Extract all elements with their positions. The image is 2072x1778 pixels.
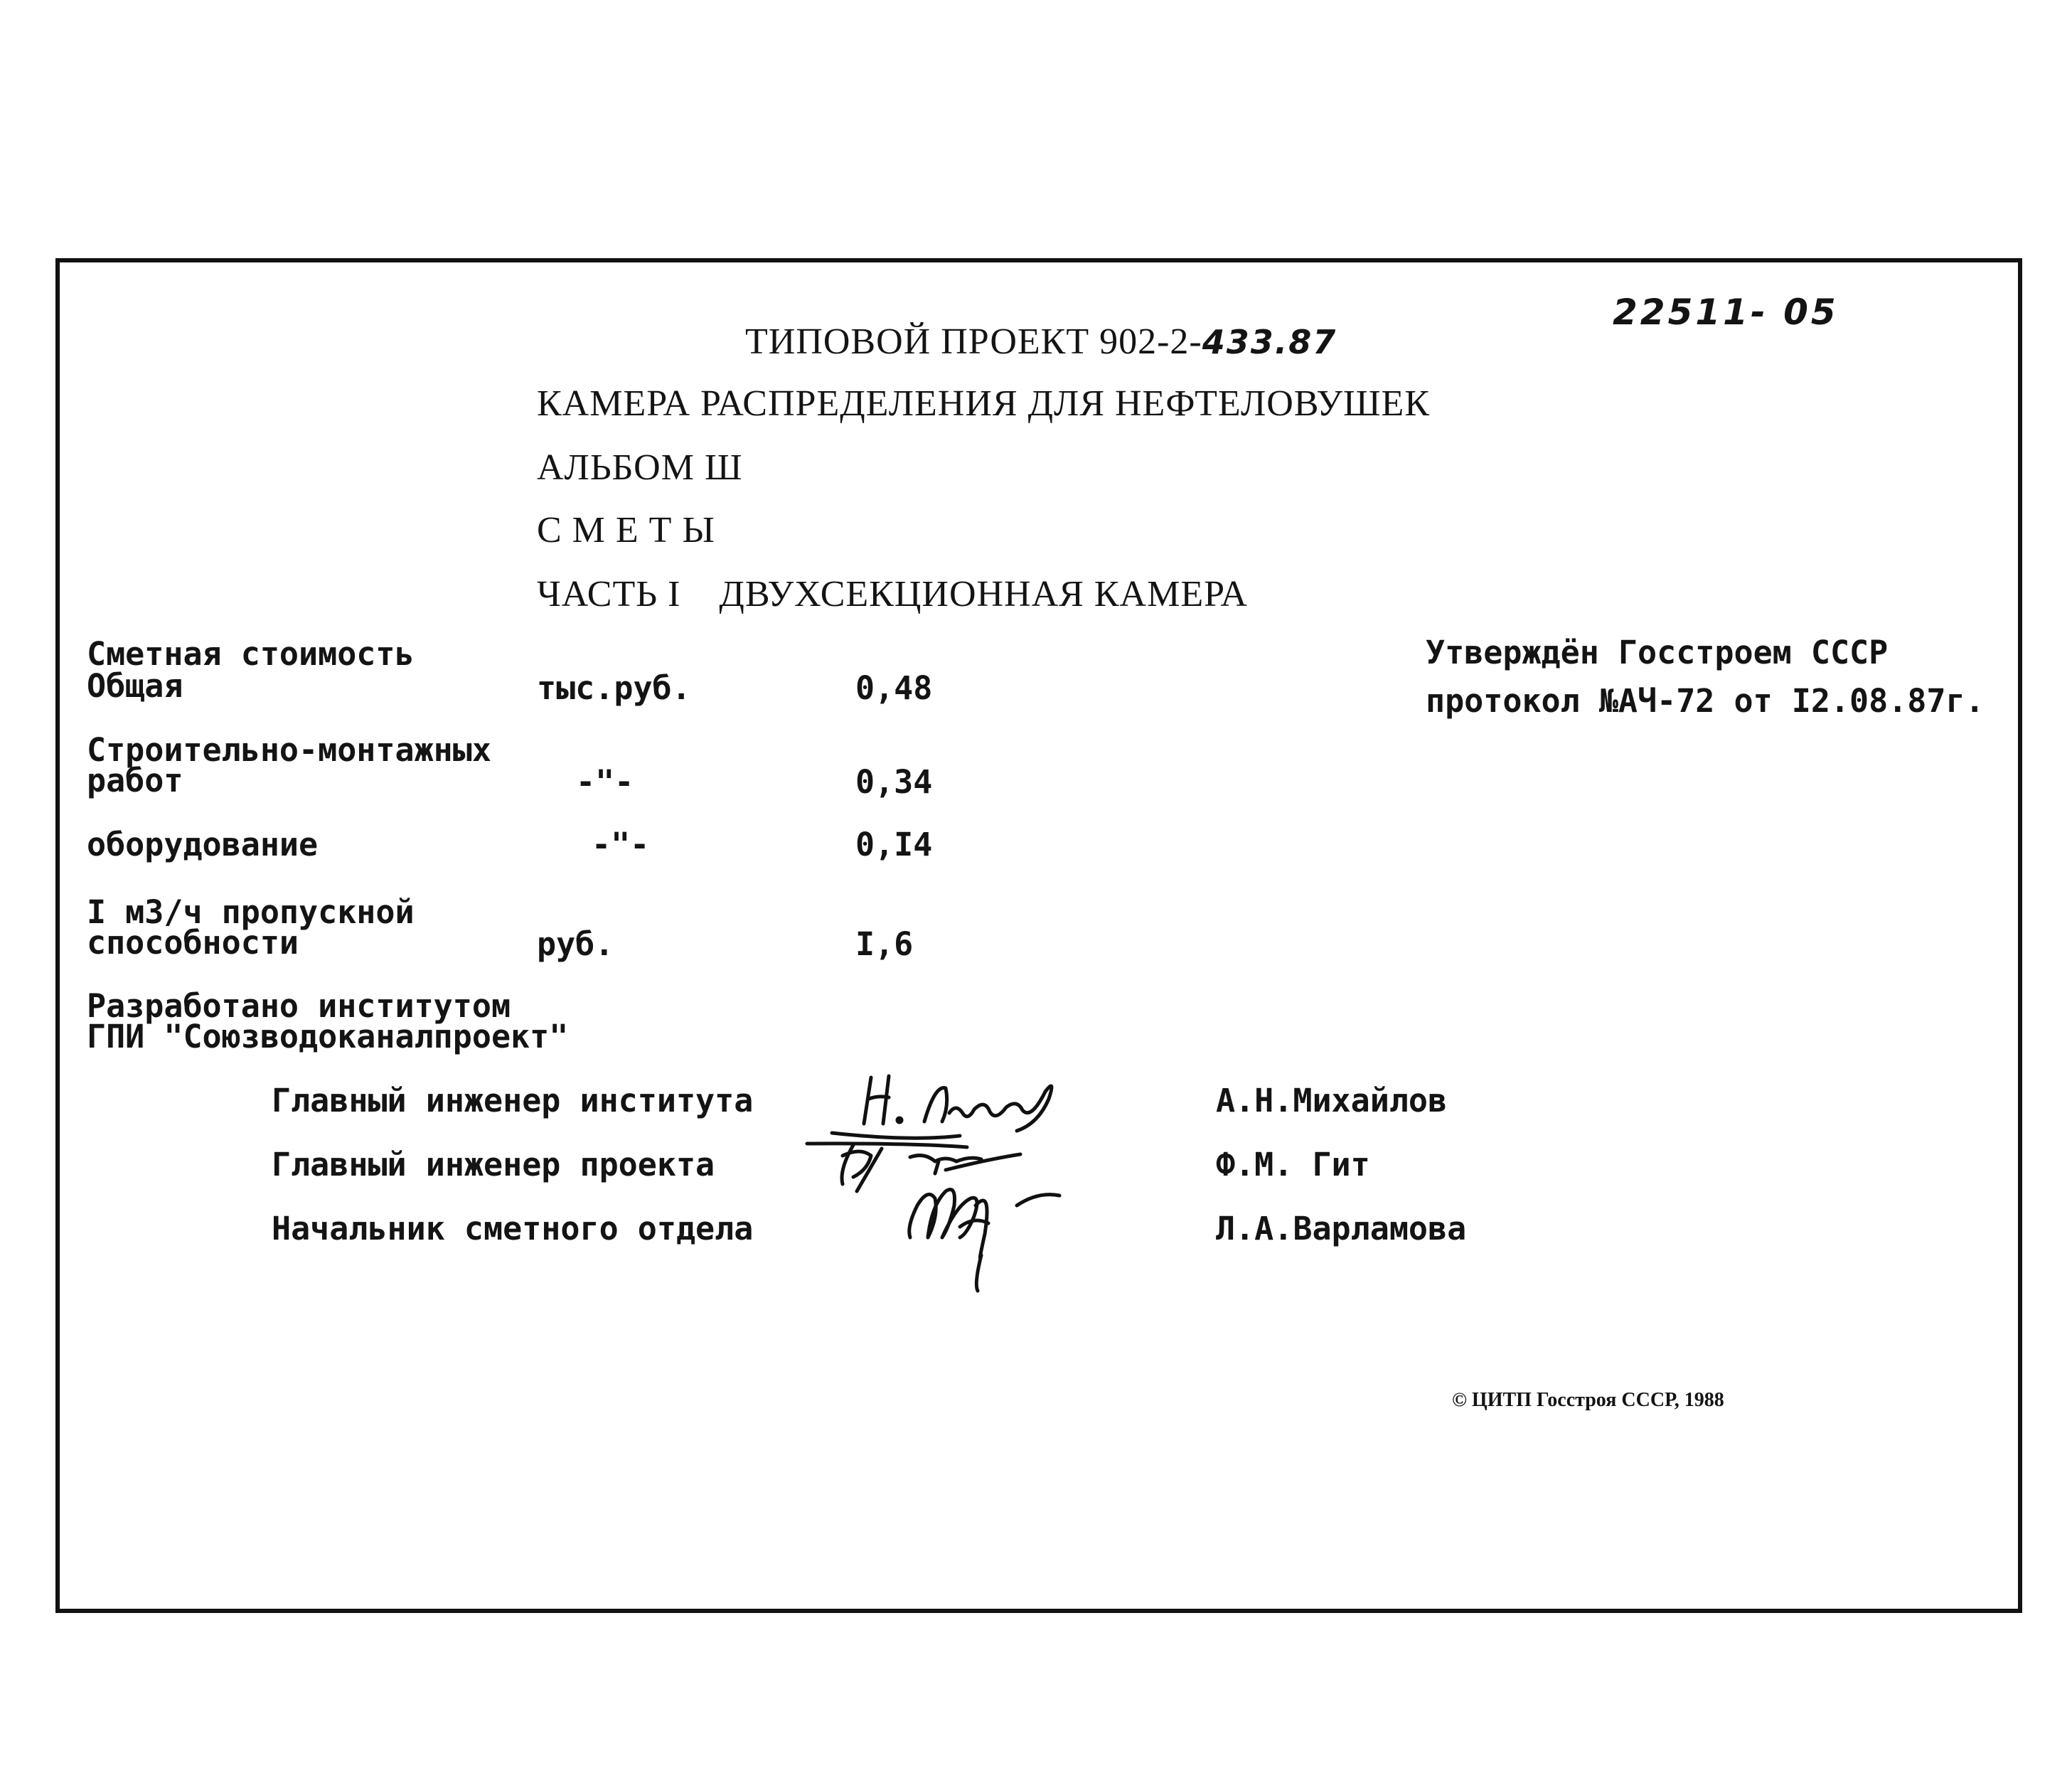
cost-row-unit: -"- [592,826,650,863]
approval-line-2: протокол №АЧ-72 от I2.08.87г. [1426,682,1985,720]
project-label: ТИПОВОЙ ПРОЕКТ 902-2- [745,321,1202,362]
handwritten-number: 22511- 05 [1613,292,1839,333]
cost-row-label: I м3/ч пропускной [87,893,415,931]
cost-row-label: оборудование [87,826,319,863]
developer-line-1: Разработано институтом [87,987,511,1025]
signatory-name: Л.А.Варламова [1216,1210,1467,1247]
part-name: ДВУХСЕКЦИОННАЯ КАМЕРА [719,574,1248,614]
cost-row-label-2: работ [87,762,183,799]
signatory-position: Главный инженер проекта [272,1146,715,1183]
copyright: © ЦИТП Госстроя СССР, 1988 [1452,1389,1724,1411]
cost-row-value: I,6 [855,925,914,963]
signatory-name: Ф.М. Гит [1216,1146,1370,1183]
cost-row-label-2: способности [87,924,299,962]
cost-row-value: 0,34 [855,763,933,801]
album-label: АЛЬБОМ Ш [537,447,743,488]
developer-line-2: ГПИ "Союзводоканалпроект" [87,1018,569,1055]
part-label: ЧАСТЬ I [537,574,681,614]
cost-heading: Сметная стоимость [87,635,415,673]
signatures-image [803,1063,1131,1305]
project-suffix: 433.87 [1202,323,1337,361]
signatory-position: Начальник сметного отдела [272,1210,754,1247]
section-title: С М Е Т Ы [537,510,715,550]
signatory-name: А.Н.Михайлов [1216,1082,1448,1119]
cost-row-unit: тыс.руб. [537,669,691,707]
cost-row-label: Общая [87,667,183,705]
project-name: КАМЕРА РАСПРЕДЕЛЕНИЯ ДЛЯ НЕФТЕЛОВУШЕК [537,383,1430,424]
approval-line-1: Утверждён Госстроем СССР [1426,634,1889,671]
cost-row-value: 0,48 [855,669,933,707]
cost-row-unit: -"- [576,763,634,801]
cost-row-value: 0,I4 [855,826,933,863]
part-title [537,576,1248,613]
project-title [745,321,1337,362]
cost-row-label: Строительно-монтажных [87,731,491,769]
signatory-position: Главный инженер института [272,1082,754,1119]
document-frame [55,258,2022,1613]
cost-row-unit: руб. [537,925,614,963]
